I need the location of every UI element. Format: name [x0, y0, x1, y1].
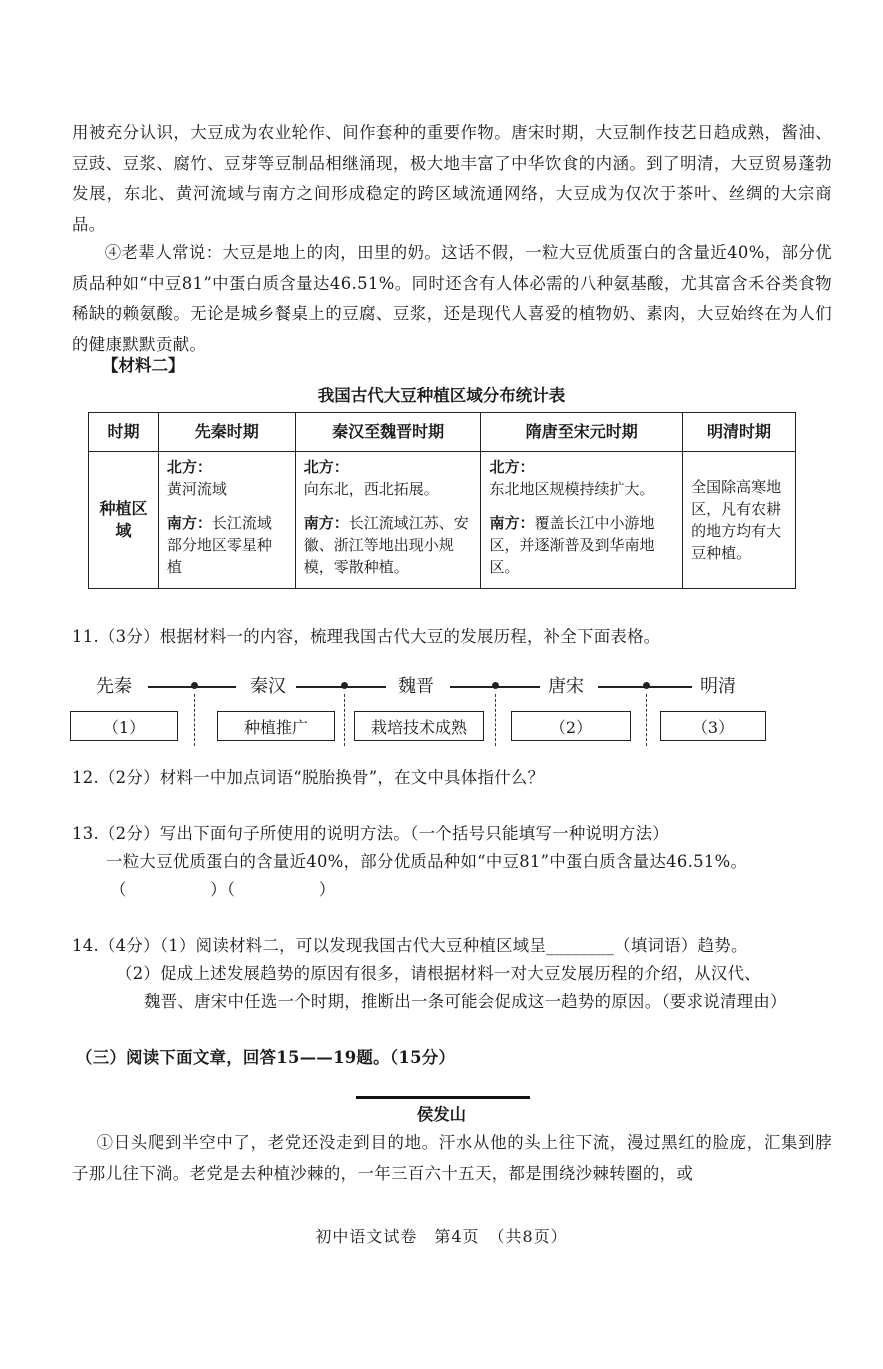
north-label: 北方：: [489, 458, 535, 476]
header-period: 时期: [89, 413, 159, 452]
section-3-heading: （三）阅读下面文章，回答15——19题。（15分）: [76, 1048, 456, 1067]
story-paragraph-1: ①日头爬到半空中了，老党还没走到目的地。汗水从他的头上往下流，漫过黑红的脸庞，汇集到脖子那儿往下淌。老党是去种植沙棘的，一年三百六十五天，都是围绕沙棘转圈的，或: [72, 1133, 832, 1183]
table-header-row: [89, 413, 796, 452]
north-text: 东北地区规模持续扩大。: [489, 480, 655, 498]
story-author: 侯发山: [416, 1105, 467, 1124]
table-row: [89, 452, 796, 589]
cell-qin-han-wei-jin: [295, 452, 481, 589]
cell-ming-qing: 全国除高寒地区，凡有农耕的地方均有大豆种植。: [683, 452, 796, 589]
timeline-dash: [344, 694, 345, 746]
header-ming-qing: 明清时期: [683, 413, 796, 452]
question-11: 11.（3分）根据材料一的内容，梳理我国古代大豆的发展历程，补全下面表格。: [72, 627, 661, 646]
timeline-dash: [495, 694, 496, 746]
south-text: 覆盖长江中小游地区，并逐渐普及到华南地区。: [489, 514, 655, 576]
south-label: 南方：: [303, 514, 349, 532]
table-title: 我国古代大豆种植区域分布统计表: [317, 386, 566, 405]
timeline-box-3: 栽培技术成熟: [354, 711, 484, 741]
cell-sui-tang-song-yuan: [481, 452, 683, 589]
timeline-box-2: 种植推广: [217, 711, 335, 741]
timeline-dot: [191, 682, 198, 689]
timeline-period-3: 魏晋: [398, 676, 434, 697]
question-13: 13.（2分）写出下面句子所使用的说明方法。（一个括号只能填写一种说明方法）: [72, 824, 669, 843]
header-qin-han-wei-jin: 秦汉至魏晋时期: [295, 413, 481, 452]
north-label: 北方：: [166, 458, 212, 476]
timeline-box-5: （3）: [660, 711, 766, 741]
south-text: 长江流域部分地区零星种植: [166, 514, 272, 576]
row-head-planting-area: 种植区域: [89, 452, 159, 589]
timeline-box-1: （1）: [70, 711, 178, 741]
timeline-dot: [643, 682, 650, 689]
south-label: 南方：: [166, 514, 212, 532]
material2-heading: 【材料二】: [102, 356, 185, 375]
question-14-part2: （2）促成上述发展趋势的原因有很多，请根据材料一对大豆发展历程的介绍，从汉代、: [116, 964, 761, 983]
question-14-part2-continued: 魏晋、唐宋中任选一个时期，推断出一条可能会促成这一趋势的原因。（要求说清理由）: [144, 992, 787, 1011]
question-14-part1: 14.（4分）（1）阅读材料二，可以发现我国古代大豆种植区域呈________（填词语）趋势。: [72, 936, 748, 955]
south-text: 长江流域江苏、安徽、浙江等地出现小规模，零散种植。: [303, 514, 469, 576]
question-13-blanks: （ ）（ ）: [110, 880, 336, 899]
north-text: 黄河流域: [166, 480, 227, 498]
distribution-table: [88, 412, 796, 589]
title-rule: [356, 1096, 530, 1099]
header-pre-qin: 先秦时期: [158, 413, 295, 452]
timeline: [0, 668, 883, 752]
timeline-dash: [194, 694, 195, 746]
question-12: 12.（2分）材料一中加点词语“脱胎换骨”，在文中具体指什么？: [72, 768, 545, 787]
timeline-dot: [492, 682, 499, 689]
header-sui-tang-song-yuan: 隋唐至宋元时期: [481, 413, 683, 452]
timeline-period-1: 先秦: [96, 676, 132, 697]
timeline-dot: [341, 682, 348, 689]
timeline-period-2: 秦汉: [250, 676, 286, 697]
north-label: 北方：: [303, 458, 349, 476]
timeline-period-4: 唐宋: [548, 676, 584, 697]
question-13-sentence: 一粒大豆优质蛋白的含量近40%，部分优质品种如“中豆81”中蛋白质含量达46.51%。: [106, 852, 748, 871]
cell-pre-qin: [158, 452, 295, 589]
timeline-period-5: 明清: [700, 676, 736, 697]
south-label: 南方：: [489, 514, 535, 532]
timeline-box-4: （2）: [511, 711, 631, 741]
page-footer: 初中语文试卷 第4页 （共8页）: [315, 1227, 568, 1246]
north-text: 向东北，西北拓展。: [303, 480, 439, 498]
timeline-dash: [646, 694, 647, 746]
material1-paragraph-4: ④老辈人常说：大豆是地上的肉，田里的奶。这话不假，一粒大豆优质蛋白的含量近40%，部分优质品种如“中豆81”中蛋白质含量达46.51%。同时还含有人体必需的八种氨基酸，尤其富含禾谷类食物稀缺的赖氨酸。无论是城乡餐桌上的豆腐、豆浆，还是现代人喜爱的植物奶、素肉，大豆始终在为人们的健康默默贡献。: [72, 243, 832, 354]
material1-paragraph-3: 用被充分认识，大豆成为农业轮作、间作套种的重要作物。唐宋时期，大豆制作技艺日趋成熟，酱油、豆豉、豆浆、腐竹、豆芽等豆制品相继涌现，极大地丰富了中华饮食的内涵。到了明清，大豆贸易蓬勃发展，东北、黄河流域与南方之间形成稳定的跨区域流通网络，大豆成为仅次于茶叶、丝绸的大宗商品。: [72, 123, 832, 234]
